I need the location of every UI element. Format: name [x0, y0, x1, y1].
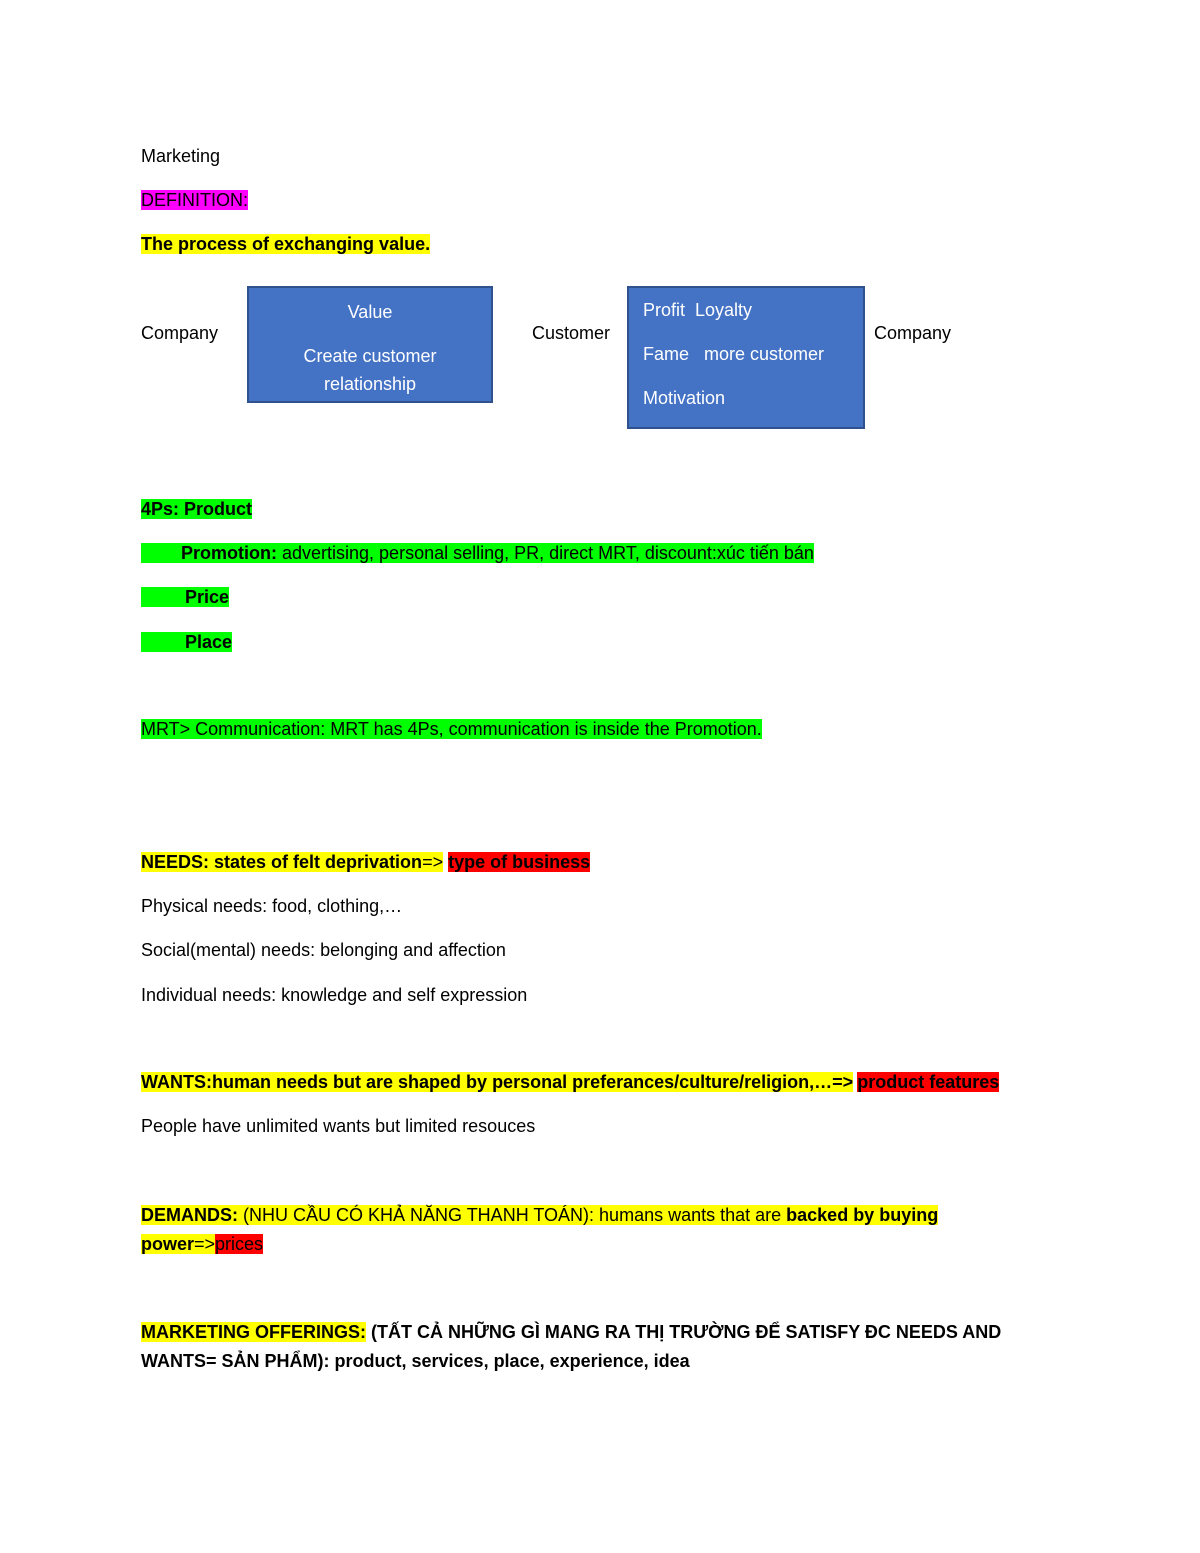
demands-result: prices: [215, 1234, 264, 1254]
4ps-promotion: [141, 543, 814, 563]
demands-line1: [141, 1203, 938, 1227]
needs-arrow: =>: [422, 852, 444, 872]
demands-power: power: [141, 1234, 195, 1254]
promotion-label: Promotion:: [181, 543, 277, 563]
offerings-line2: WANTS= SẢN PHẨM): product, services, place, experience, idea: [141, 1351, 690, 1371]
benefits-box-line2: Fame more customer: [643, 344, 825, 364]
needs-item: Individual needs: knowledge and self expression: [141, 985, 528, 1005]
4ps-promotion-line: [141, 541, 814, 565]
offerings-label: MARKETING OFFERINGS:: [141, 1322, 366, 1342]
4ps-price: [141, 587, 229, 607]
price-label: Price: [185, 587, 230, 607]
definition-label: DEFINITION:: [141, 190, 248, 210]
mrt-note-line: [141, 717, 762, 741]
needs-item: Physical needs: food, clothing,…: [141, 896, 403, 916]
needs-heading: NEEDS: states of felt deprivation: [141, 852, 423, 872]
value-box-line1: Value: [347, 302, 393, 322]
wants-heading-line: [141, 1070, 999, 1094]
page-title: Marketing: [141, 146, 221, 166]
4ps-place-line: [141, 630, 232, 654]
wants-note: People have unlimited wants but limited resouces: [141, 1116, 536, 1136]
4ps-place: [141, 632, 232, 652]
demands-vn: (NHU CẦU CÓ KHẢ NĂNG THANH TOÁN):: [238, 1205, 600, 1225]
needs-item: Social(mental) needs: belonging and affection: [141, 940, 506, 960]
diagram-customer: Customer: [532, 323, 611, 343]
wants-text: human needs but are shaped by personal preferances/culture/religion,…=>: [212, 1072, 854, 1092]
diagram-company-left: Company: [141, 323, 219, 343]
promotion-text: advertising, personal selling, PR, direct MRT, discount:xúc tiến bán: [277, 543, 814, 563]
needs-result: type of business: [448, 852, 591, 872]
demands-text1: humans wants that are: [599, 1205, 787, 1225]
offerings-line1: [141, 1320, 1001, 1344]
value-box-line3: relationship: [323, 374, 417, 394]
definition-text-line: [141, 232, 430, 256]
needs-heading-line: [141, 850, 590, 874]
demands-bold1: backed by buying: [786, 1205, 939, 1225]
value-box-line2: Create customer: [303, 346, 437, 366]
demands-line2: [141, 1232, 263, 1256]
4ps-product-line: [141, 497, 252, 521]
benefits-box-line1: Profit Loyalty: [643, 300, 753, 320]
definition-heading-line: [141, 188, 248, 212]
diagram-company-right: Company: [874, 323, 952, 343]
wants-label: WANTS:: [141, 1072, 212, 1092]
benefits-box: [627, 286, 865, 429]
definition-text: The process of exchanging value.: [141, 234, 431, 254]
4ps-price-line: [141, 585, 229, 609]
demands-label: DEMANDS:: [141, 1205, 238, 1225]
demands-arrow: =>: [194, 1234, 216, 1254]
mrt-note: MRT> Communication: MRT has 4Ps, communication is inside the Promotion.: [141, 719, 762, 739]
wants-result: product features: [857, 1072, 1000, 1092]
offerings-line1-rest: (TẤT CẢ NHỮNG GÌ MANG RA THỊ TRƯỜNG ĐỂ SATISFY ĐC NEEDS AND: [366, 1322, 1002, 1342]
benefits-box-line3: Motivation: [643, 388, 726, 408]
wants-heading: [141, 1072, 853, 1092]
value-box: [247, 286, 493, 403]
demands-heading: [141, 1205, 938, 1225]
place-label: Place: [185, 632, 233, 652]
4ps-product: 4Ps: Product: [141, 499, 253, 519]
